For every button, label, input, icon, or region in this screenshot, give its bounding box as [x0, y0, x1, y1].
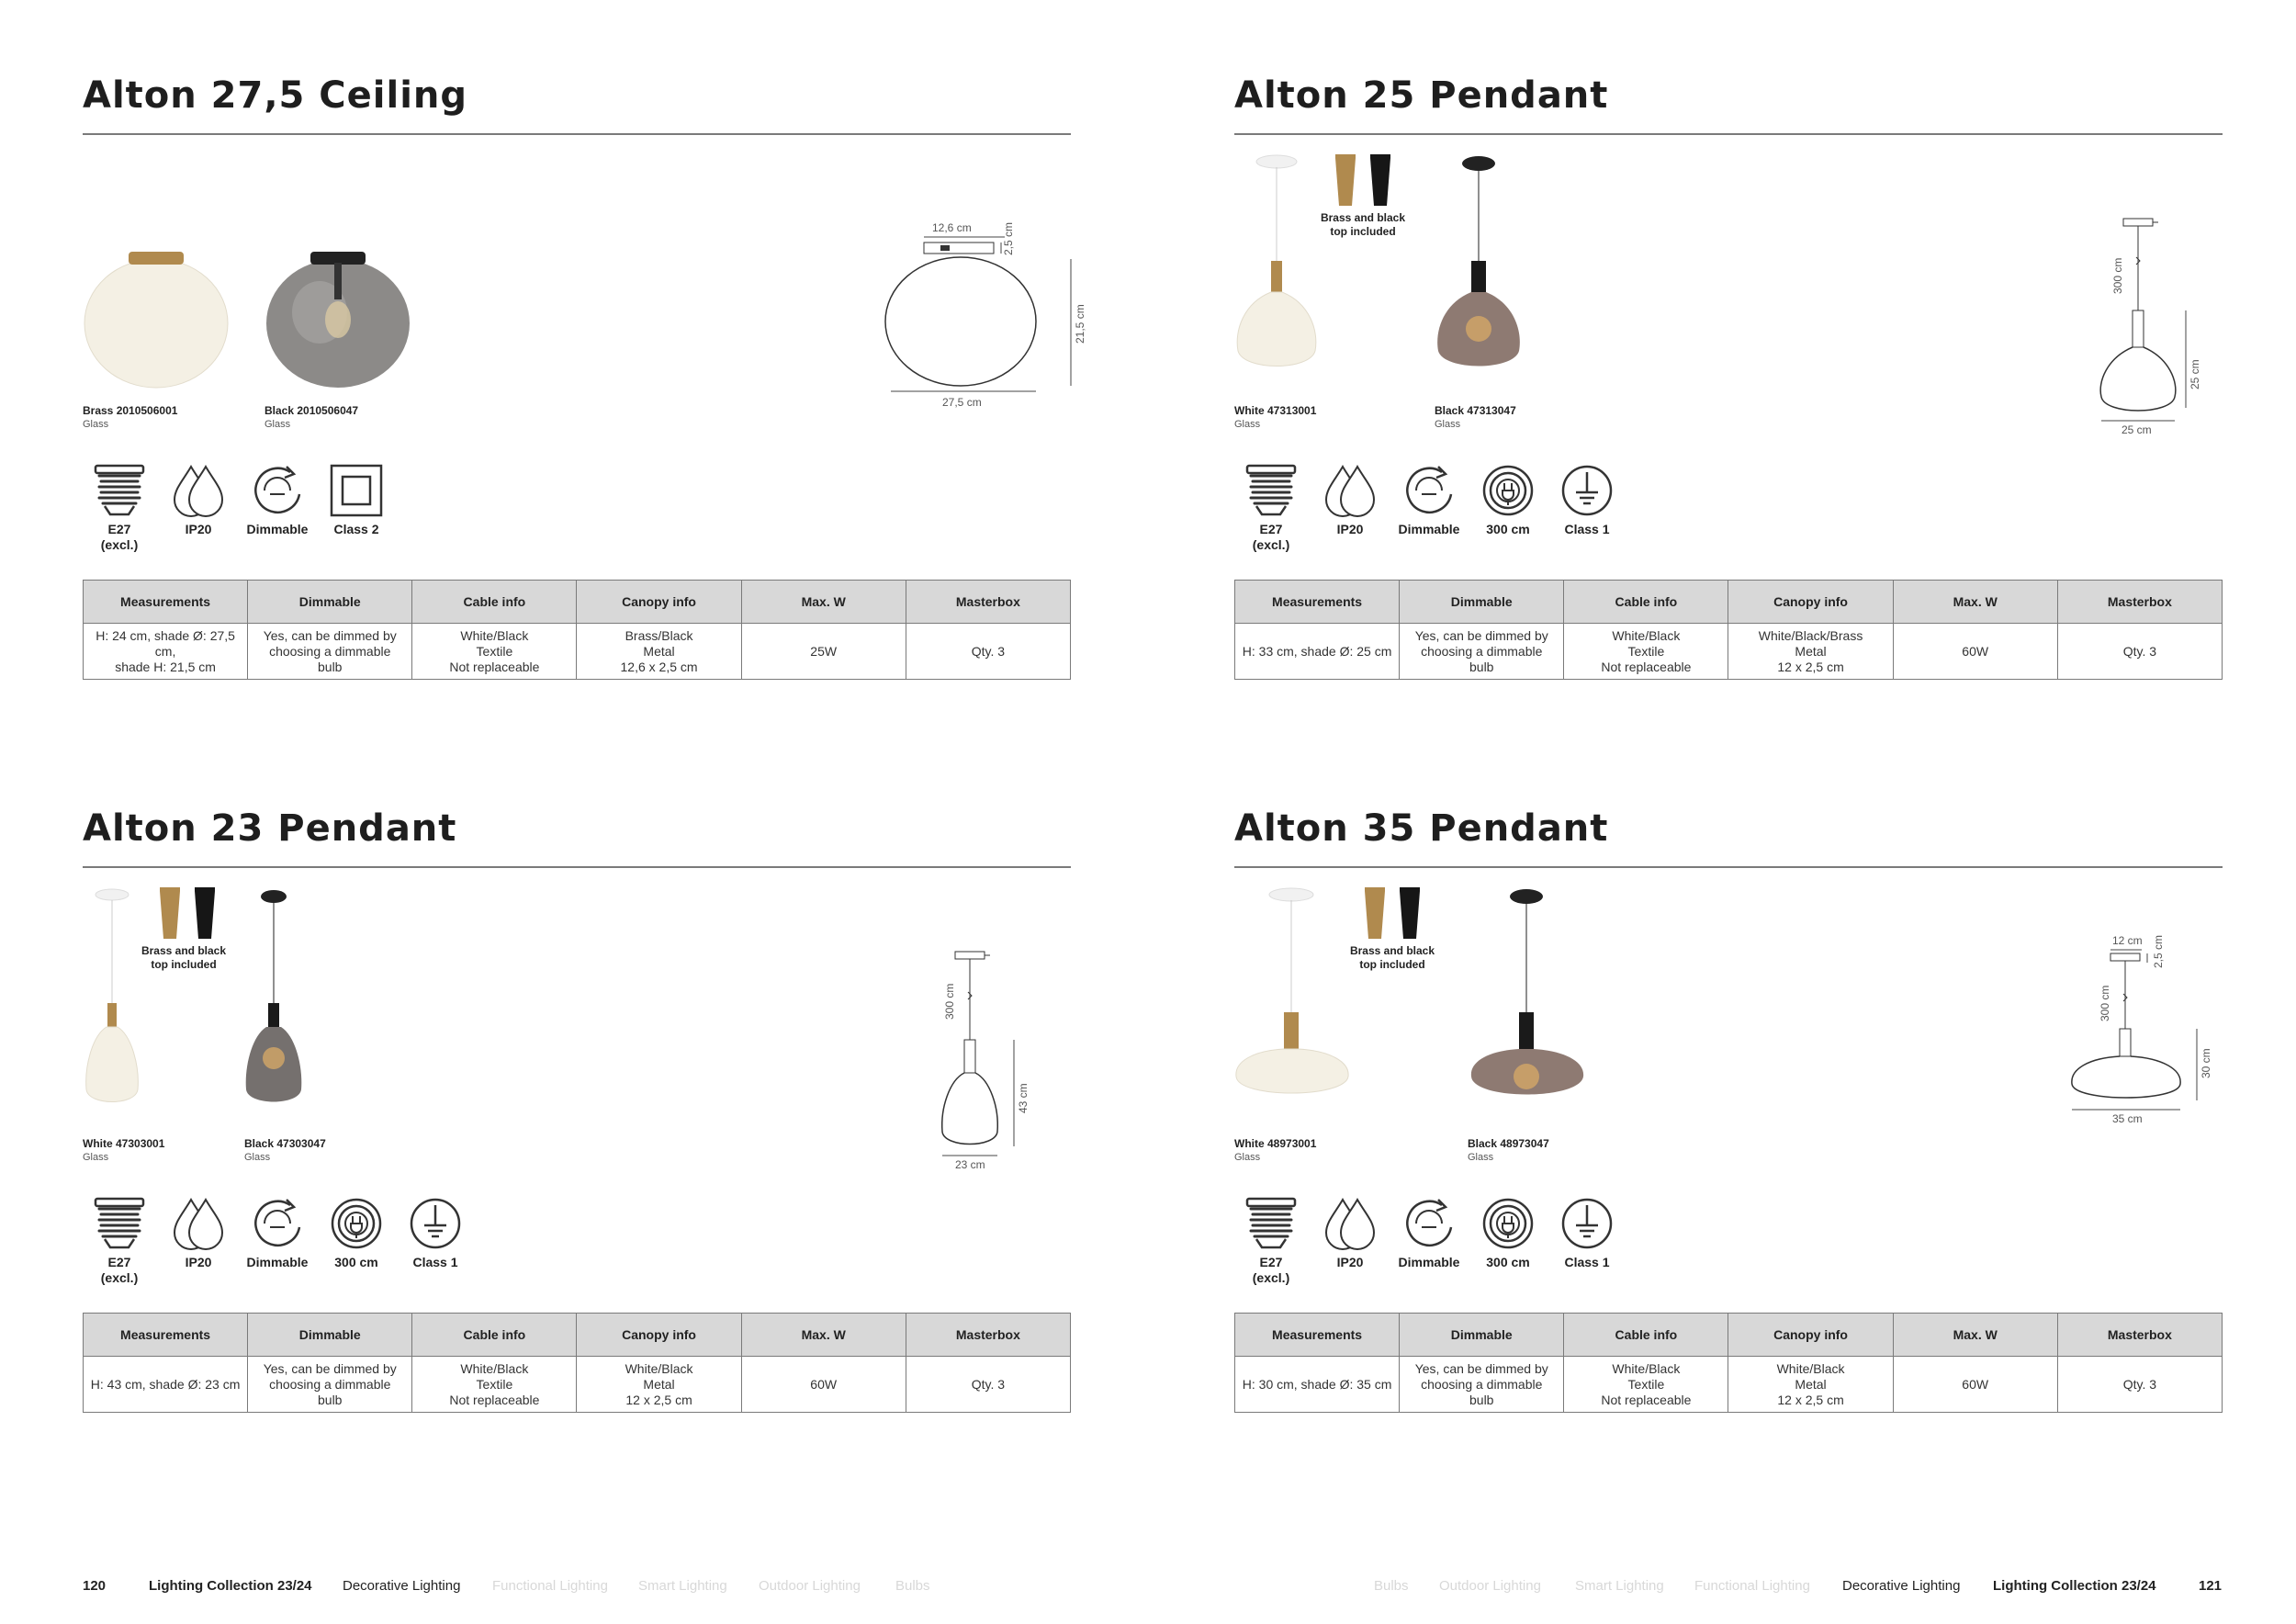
cell-max-w: 60W	[741, 1357, 906, 1413]
page-number-right: 121	[2199, 1578, 2223, 1594]
table-row	[84, 624, 1071, 680]
spec-table	[1234, 1313, 2223, 1413]
product-alton-23-pendant	[83, 807, 1071, 1453]
class1-icon	[1550, 1196, 1624, 1270]
variant-name: Brass 2010506001	[83, 404, 178, 417]
column-header: Cable info	[1564, 1314, 1728, 1357]
top-note: Brass and black top included	[1320, 211, 1406, 238]
cell-canopy: White/Black Metal 12 x 2,5 cm	[577, 1357, 741, 1413]
cell-canopy: White/Black Metal 12 x 2,5 cm	[1728, 1357, 1893, 1413]
class1-icon	[399, 1196, 472, 1270]
variant-material: Glass	[1468, 1152, 1494, 1163]
column-header: Canopy info	[1728, 1314, 1893, 1357]
dim-width: 25 cm	[2122, 423, 2152, 436]
lamp-image	[1435, 154, 1526, 393]
cell-dimmable: Yes, can be dimmed by choosing a dimmable bulb	[1400, 624, 1564, 680]
column-header: Measurements	[1235, 1314, 1400, 1357]
icon-label: Dimmable	[246, 1255, 309, 1269]
icon-label: Class 1	[1564, 1255, 1610, 1269]
ip20-icon	[1313, 1196, 1387, 1270]
variant-name: Black 48973047	[1468, 1137, 1549, 1150]
icon-label: 300 cm	[334, 1255, 378, 1269]
cable-length-icon	[1471, 463, 1545, 537]
product-alton-35-pendant	[1234, 807, 2223, 1453]
footer-collection-right: Lighting Collection 23/24	[1993, 1578, 2156, 1594]
lamp-image	[83, 887, 156, 1126]
column-header: Dimmable	[248, 1314, 412, 1357]
footer-nav-decorative-lighting[interactable]: Decorative Lighting	[1842, 1578, 1961, 1594]
e27-icon	[83, 463, 156, 553]
cell-max-w: 60W	[1893, 624, 2057, 680]
cell-cable: White/Black Textile Not replaceable	[1564, 624, 1728, 680]
footer-nav-outdoor-lighting[interactable]: Outdoor Lighting	[1439, 1578, 1541, 1594]
table-row	[84, 1357, 1071, 1413]
cell-max-w: 25W	[741, 624, 906, 680]
dim-width: 23 cm	[955, 1158, 985, 1171]
product-title: Alton 35 Pendant	[1234, 807, 1609, 850]
footer-nav-smart-lighting[interactable]: Smart Lighting	[1575, 1578, 1664, 1594]
footer-nav-bulbs[interactable]: Bulbs	[1374, 1578, 1409, 1594]
product-title: Alton 25 Pendant	[1234, 74, 1609, 117]
table-row	[1235, 1357, 2223, 1413]
top-note: Brass and black top included	[141, 944, 227, 971]
variant-name: Black 47313047	[1435, 404, 1516, 417]
column-header: Dimmable	[1400, 581, 1564, 624]
title-divider	[1234, 133, 2223, 135]
ip20-icon	[162, 1196, 235, 1270]
lamp-image	[1234, 887, 1354, 1126]
variant-material: Glass	[1234, 1152, 1261, 1163]
dim-height: 25 cm	[2189, 359, 2201, 389]
lamp-image	[244, 887, 318, 1126]
top-images	[151, 887, 224, 942]
cell-cable: White/Black Textile Not replaceable	[412, 1357, 577, 1413]
dimension-drawing	[891, 215, 1093, 409]
dimmable-icon	[1392, 1196, 1466, 1270]
footer-nav-bulbs[interactable]: Bulbs	[895, 1578, 930, 1594]
footer-nav-decorative-lighting[interactable]: Decorative Lighting	[343, 1578, 461, 1594]
product-alton-27-5-ceiling	[83, 74, 1086, 720]
cell-measurements: H: 33 cm, shade Ø: 25 cm	[1235, 624, 1400, 680]
class2-icon	[320, 463, 393, 537]
variant-material: Glass	[83, 1152, 109, 1163]
variant-material: Glass	[1234, 419, 1261, 430]
dim-canopy-height: 2,5 cm	[2152, 934, 2165, 968]
title-divider	[1234, 866, 2223, 868]
variant-material: Glass	[244, 1152, 271, 1163]
dim-width: 35 cm	[2112, 1112, 2143, 1125]
column-header: Cable info	[1564, 581, 1728, 624]
title-divider	[83, 866, 1071, 868]
icon-label: E27 (excl.)	[100, 522, 139, 552]
spec-table	[83, 1313, 1071, 1413]
cell-masterbox: Qty. 3	[906, 1357, 1070, 1413]
dim-width-top: 12,6 cm	[932, 221, 972, 234]
column-header: Canopy info	[1728, 581, 1893, 624]
cell-cable: White/Black Textile Not replaceable	[1564, 1357, 1728, 1413]
column-header: Measurements	[1235, 581, 1400, 624]
icon-label: Class 1	[412, 1255, 458, 1269]
product-title: Alton 27,5 Ceiling	[83, 74, 468, 117]
class1-icon	[1550, 463, 1624, 537]
icon-label: E27 (excl.)	[1252, 1255, 1290, 1285]
icon-label: 300 cm	[1486, 522, 1530, 536]
cell-max-w: 60W	[1893, 1357, 2057, 1413]
table-header-row	[84, 581, 1071, 624]
column-header: Canopy info	[577, 581, 741, 624]
dimmable-icon	[241, 1196, 314, 1270]
icon-label: E27 (excl.)	[1252, 522, 1290, 552]
spec-table	[83, 580, 1071, 680]
footer-nav-smart-lighting[interactable]: Smart Lighting	[638, 1578, 727, 1594]
dim-height: 43 cm	[1017, 1083, 1030, 1113]
ip20-icon	[1313, 463, 1387, 537]
icon-label: IP20	[185, 1255, 212, 1269]
cell-canopy: White/Black/Brass Metal 12 x 2,5 cm	[1728, 624, 1893, 680]
variant-name: White 47313001	[1234, 404, 1317, 417]
column-header: Masterbox	[2057, 1314, 2222, 1357]
ip20-icon	[162, 463, 235, 537]
cell-dimmable: Yes, can be dimmed by choosing a dimmable bulb	[248, 624, 412, 680]
dim-height: 30 cm	[2200, 1048, 2212, 1078]
cell-masterbox: Qty. 3	[2057, 1357, 2222, 1413]
footer-collection-left: Lighting Collection 23/24	[149, 1578, 312, 1594]
icon-label: Dimmable	[1398, 522, 1460, 536]
e27-icon	[83, 1196, 156, 1286]
dim-cable: 300 cm	[2099, 985, 2111, 1021]
top-note: Brass and black top included	[1349, 944, 1435, 971]
icon-label: E27 (excl.)	[100, 1255, 139, 1285]
cell-dimmable: Yes, can be dimmed by choosing a dimmable bulb	[248, 1357, 412, 1413]
icon-label: Dimmable	[246, 522, 309, 536]
lamp-image	[83, 242, 230, 389]
icon-label: Class 1	[1564, 522, 1610, 536]
column-header: Masterbox	[906, 581, 1070, 624]
title-divider	[83, 133, 1071, 135]
column-header: Max. W	[741, 1314, 906, 1357]
cell-canopy: Brass/Black Metal 12,6 x 2,5 cm	[577, 624, 741, 680]
column-header: Max. W	[741, 581, 906, 624]
icon-label: Class 2	[333, 522, 379, 536]
cell-measurements: H: 24 cm, shade Ø: 27,5 cm, shade H: 21,5 cm	[84, 624, 248, 680]
spec-table	[1234, 580, 2223, 680]
cell-masterbox: Qty. 3	[2057, 624, 2222, 680]
lamp-image	[264, 242, 411, 389]
page-number-left: 120	[83, 1578, 107, 1594]
top-images	[1326, 154, 1400, 209]
dim-width: 27,5 cm	[942, 396, 982, 409]
top-images	[1356, 887, 1429, 942]
column-header: Max. W	[1893, 581, 2057, 624]
dimmable-icon	[241, 463, 314, 537]
cable-length-icon	[1471, 1196, 1545, 1270]
column-header: Dimmable	[248, 581, 412, 624]
footer-nav-functional-lighting[interactable]: Functional Lighting	[1694, 1578, 1810, 1594]
cell-measurements: H: 43 cm, shade Ø: 23 cm	[84, 1357, 248, 1413]
dimension-drawing	[2079, 209, 2208, 448]
product-title: Alton 23 Pendant	[83, 807, 457, 850]
column-header: Dimmable	[1400, 1314, 1564, 1357]
dimmable-icon	[1392, 463, 1466, 537]
e27-icon	[1234, 463, 1308, 553]
variant-name: White 47303001	[83, 1137, 165, 1150]
cell-masterbox: Qty. 3	[906, 624, 1070, 680]
table-header-row	[84, 1314, 1071, 1357]
column-header: Masterbox	[2057, 581, 2222, 624]
lamp-image	[1468, 887, 1596, 1126]
dimension-drawing	[2061, 920, 2226, 1159]
cell-dimmable: Yes, can be dimmed by choosing a dimmable bulb	[1400, 1357, 1564, 1413]
column-header: Max. W	[1893, 1314, 2057, 1357]
icon-label: IP20	[1336, 522, 1364, 536]
cell-cable: White/Black Textile Not replaceable	[412, 624, 577, 680]
footer-nav-outdoor-lighting[interactable]: Outdoor Lighting	[759, 1578, 861, 1594]
icon-label: IP20	[1336, 1255, 1364, 1269]
variant-material: Glass	[264, 419, 291, 430]
dim-canopy-width: 12 cm	[2112, 934, 2143, 947]
icon-label: IP20	[185, 522, 212, 536]
icon-label: Dimmable	[1398, 1255, 1460, 1269]
dimension-drawing	[913, 942, 1041, 1181]
column-header: Measurements	[84, 1314, 248, 1357]
variant-material: Glass	[83, 419, 109, 430]
column-header: Measurements	[84, 581, 248, 624]
column-header: Cable info	[412, 581, 577, 624]
e27-icon	[1234, 1196, 1308, 1286]
variant-material: Glass	[1435, 419, 1461, 430]
column-header: Canopy info	[577, 1314, 741, 1357]
lamp-image	[1234, 154, 1326, 393]
column-header: Masterbox	[906, 1314, 1070, 1357]
table-header-row	[1235, 581, 2223, 624]
dim-cable: 300 cm	[943, 983, 956, 1020]
product-alton-25-pendant	[1234, 74, 2223, 720]
table-header-row	[1235, 1314, 2223, 1357]
column-header: Cable info	[412, 1314, 577, 1357]
dim-cable: 300 cm	[2111, 257, 2124, 294]
cable-length-icon	[320, 1196, 393, 1270]
table-row	[1235, 624, 2223, 680]
cell-measurements: H: 30 cm, shade Ø: 35 cm	[1235, 1357, 1400, 1413]
footer-nav-functional-lighting[interactable]: Functional Lighting	[492, 1578, 608, 1594]
variant-name: Black 47303047	[244, 1137, 326, 1150]
dim-canopy-height: 2,5 cm	[1002, 221, 1015, 255]
variant-name: White 48973001	[1234, 1137, 1317, 1150]
icon-label: 300 cm	[1486, 1255, 1530, 1269]
dim-height: 21,5 cm	[1074, 304, 1086, 344]
variant-name: Black 2010506047	[264, 404, 359, 417]
